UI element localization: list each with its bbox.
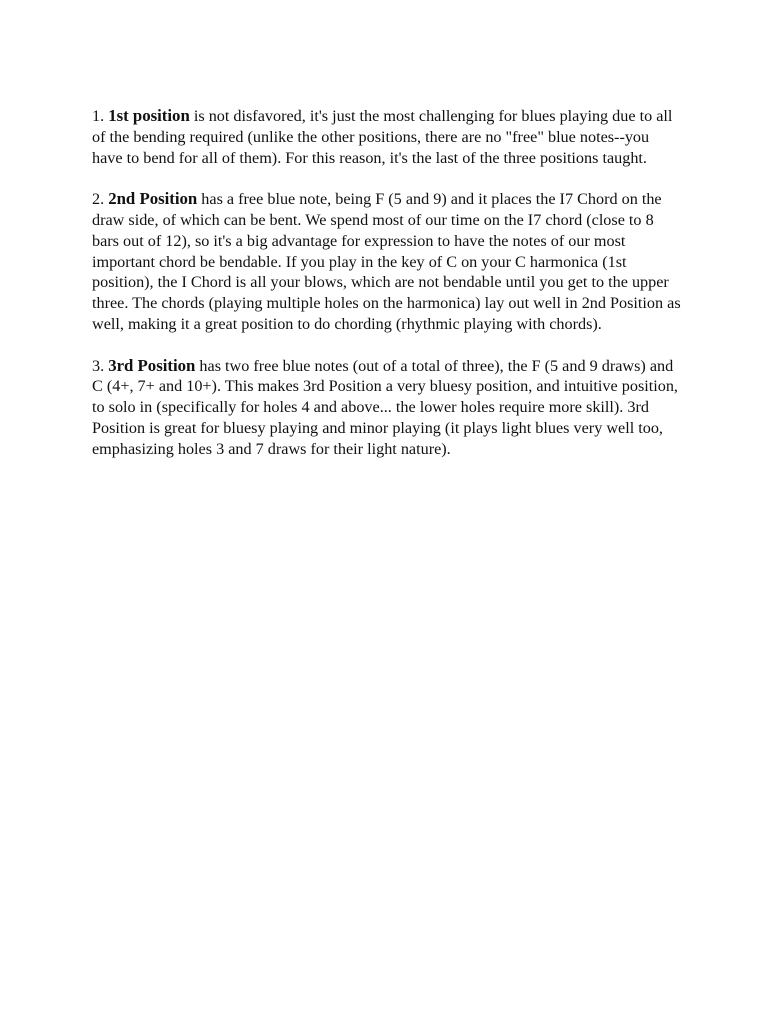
paragraph-body: is not disfavored, it's just the most challenging for blues playing due to all of the bending required (unlike the other positions, there are no "free" blue notes--you have to bend for all of them). For this reason, it's the last of the three positions taught. (92, 107, 673, 167)
list-number: 3. (92, 356, 105, 375)
term-2nd-position: 2nd Position (108, 189, 198, 209)
document-page (92, 106, 682, 480)
paragraph-2nd-position (92, 189, 682, 335)
paragraph-body: has a free blue note, being F (5 and 9) and it places the I7 Chord on the draw side, of which can be bent. We spend most of our time on the I7 chord (close to 8 bars out of 12), so it's a big advantage for expression to have the notes of our most important chord be bendable. If you play in the key of C on your C harmonica (1st position), the I Chord is all your blows, which are not bendable until you get to the upper three. The chords (playing multiple holes on the harmonica) lay out well in 2nd Position as well, making it a great position to do chording (rhythmic playing with chords). (92, 190, 681, 333)
paragraph-body: has two free blue notes (out of a total of three), the F (5 and 9 draws) and C (4+, 7+ and 10+). This makes 3rd Position a very bluesy position, and intuitive position, to solo in (specifically for holes 4 and above... the lower holes require more skill). 3rd Position is great for bluesy playing and minor playing (it plays light blues very well too, emphasizing holes 3 and 7 draws for their light nature). (92, 356, 678, 458)
list-number: 2. (92, 190, 105, 209)
term-3rd-position: 3rd Position (108, 355, 196, 375)
paragraph-1st-position (92, 106, 682, 168)
term-1st-position: 1st position (108, 106, 190, 125)
list-number: 1. (92, 107, 105, 125)
paragraph-3rd-position (92, 356, 682, 460)
